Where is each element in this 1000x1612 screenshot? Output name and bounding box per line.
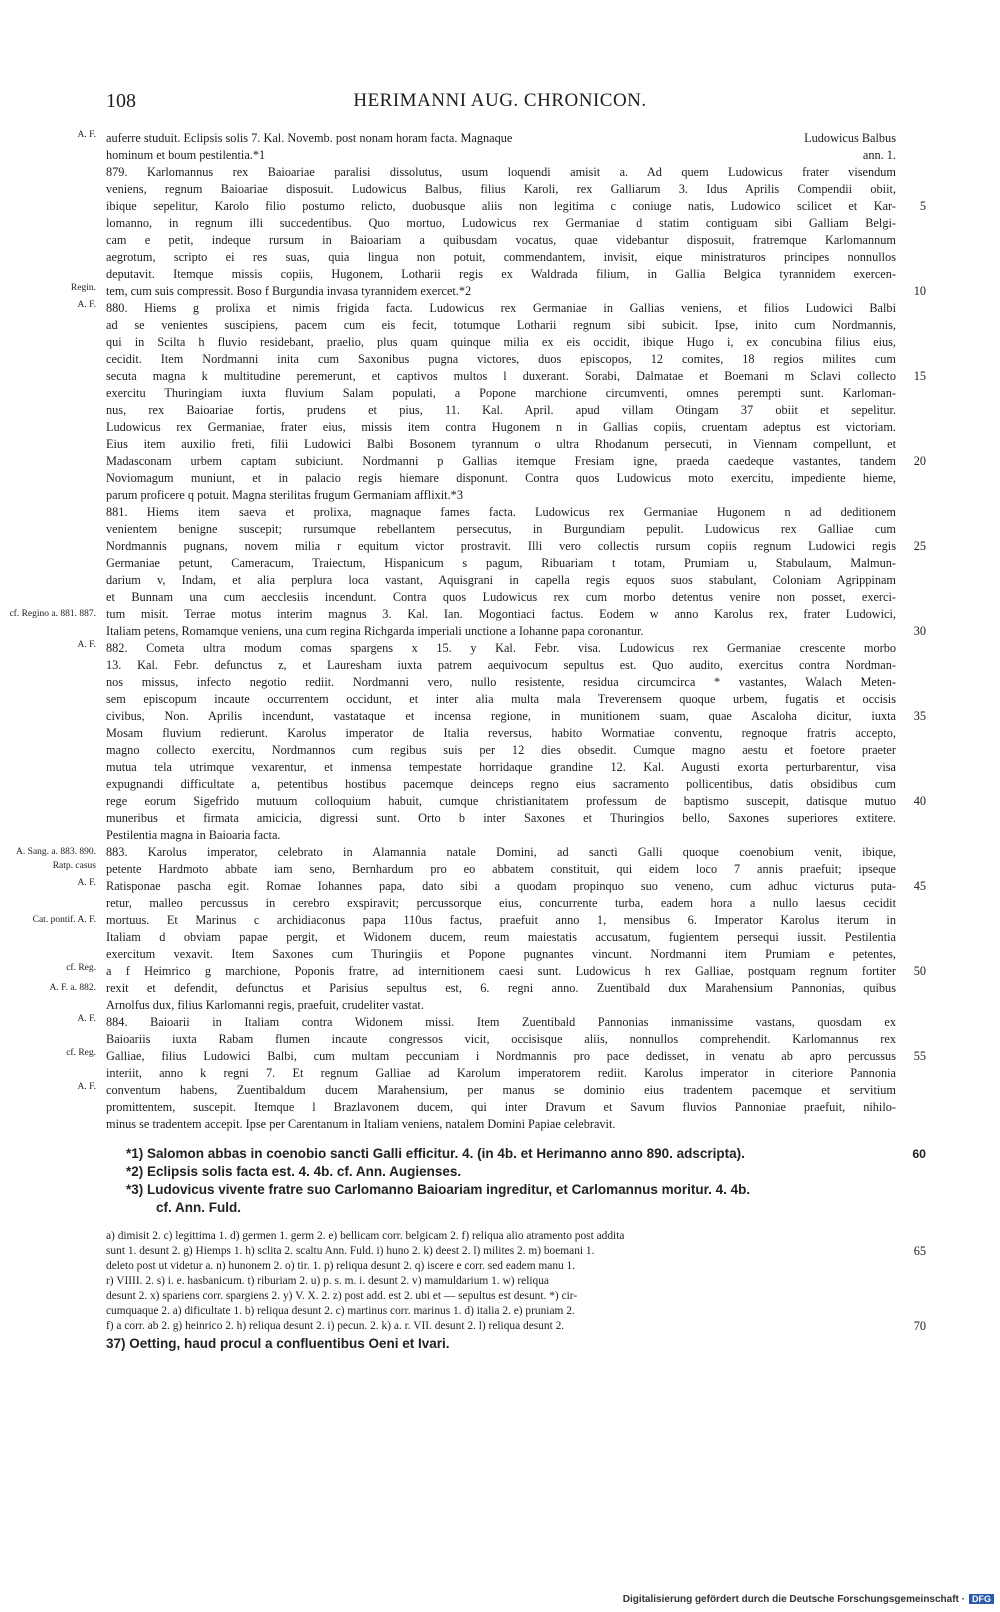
text-line [106, 997, 896, 1014]
text-line [49, 980, 896, 997]
text-line [106, 572, 896, 589]
margin-source-note: Ratp. casus [52, 861, 96, 871]
text-line [9, 606, 896, 623]
text-line [77, 640, 896, 657]
text-line [106, 929, 896, 946]
apparatus-line [106, 1244, 926, 1259]
margin-source-note: Regin. [70, 283, 96, 293]
text-line [77, 1082, 896, 1099]
text-line [106, 1065, 896, 1082]
text-line [66, 963, 926, 980]
line-text: petente Hardmoto abbate iam seno, Bernhardum pro eo abbatem constituit, qui eidem loco 7 annis praefuit; ipseque [106, 862, 896, 876]
text-line [106, 691, 896, 708]
text-line [106, 334, 896, 351]
line-number: 40 [913, 794, 926, 808]
text-line [106, 419, 896, 436]
margin-source-note: A. F. a. 882. [49, 983, 96, 993]
apparatus-line [106, 1259, 896, 1274]
text-line [106, 402, 896, 419]
line-number: 45 [913, 879, 926, 893]
line-text: 879. Karlomannus rex Baioariae paralisi dissolutus, usum loquendi amisit a. Ad quem Ludowicus frater visendum [106, 165, 896, 179]
footnote-line [106, 1199, 896, 1217]
text-line [106, 555, 896, 572]
text-line [106, 504, 896, 521]
footnote-text: cf. Ann. Fuld. [156, 1200, 241, 1215]
text-line [106, 742, 896, 759]
text-line [106, 351, 896, 368]
line-text: mutua tela utrimque vexarentur, et inmensa tempestate horridaque grandine 12. Kal. Augusti exorta perturbarentur, visa [106, 760, 896, 774]
line-text: 884. Baioarii in Italiam contra Widonem missi. Item Zuentibald Pannonias inmanissime vastans, quosdam ex [106, 1015, 896, 1029]
apparatus-text: r) VIIII. 2. s) i. e. hasbanicum. t) riburiam 2. u) p. s. m. i. desunt 2. v) mamuldarium 1. w) reliqua [106, 1275, 549, 1287]
text-line [106, 759, 896, 776]
line-number: 60 [912, 1147, 926, 1161]
apparatus-line [106, 1229, 896, 1244]
text-line [106, 793, 926, 810]
text-line [106, 436, 896, 453]
line-text: Baioariis iuxta Rabam flumen incaute congressos vicit, occisisque aliis, nonnullos comprehendit. Karlomannus rex [106, 1032, 896, 1046]
footnote-text: *1) Salomon abbas in coenobio sancti Galli efficitur. 4. (in 4b. et Herimanno anno 890. adscripta). [126, 1146, 745, 1161]
line-text: exercitum vexavit. Item Saxones cum Thuringiis et Popone pugnantes vincunt. Nordmanni item Prumiam e petentes, [106, 947, 896, 961]
text-line [106, 249, 896, 266]
text-line [106, 385, 896, 402]
line-text: Eius item auxilio freti, filii Ludowici Balbi Bosonem tyrannum o ultra Rhodanum persecuti, in Viennam compellunt, et [106, 437, 896, 451]
line-text: nus, rex Baioariae fortis, prudens et pius, 11. Kal. April. apud villam Otingam 37 obiit et sepelitur. [106, 403, 896, 417]
text-line [106, 1116, 896, 1133]
text-line [106, 487, 896, 504]
line-number: 35 [913, 709, 926, 723]
margin-source-note: cf. Reg. [66, 963, 96, 973]
line-text: parum proficere q potuit. Magna sterilitas frugum Germaniam afflixit.*3 [106, 488, 463, 502]
line-text: mortuus. Et Marinus c archidiaconus papa 110us factus, praefuit anno 1, mensibus 6. Imperator Karolus iterum in [106, 913, 896, 927]
line-text: Arnolfus dux, filius Karlomanni regis, praefuit, crudeliter vastat. [106, 998, 424, 1012]
line-text: secuta magna k multitudine peremerunt, et captivos multos l duxerant. Sorabi, Dalmatae et Boemani m Sclavi collecto [106, 369, 896, 383]
line-text: Germaniae petunt, Cameracum, Traiectum, Hispanicum s pagum, Ribuariam t totam, Prumiam u, Stabulaum, Malmun- [106, 556, 896, 570]
line-text: veniens, regnum Baioariae disposuit. Ludowicus Balbus, filius Karoli, rex Galliarum 3. Idus Aprilis Compendii obiit, [106, 182, 896, 196]
line-text: hominum et boum pestilentia.*1 [106, 148, 266, 162]
line-text: Ratisponae pascha egit. Romae Iohannes papa, dato sibi a quodam propinquo suo veneno, cum adhuc victurus puta- [106, 879, 896, 893]
line-text: 881. Hiems item saeva et prolixa, magnaque fames facta. Ludowicus rex Germaniae Hugonem n ad deditionem [106, 505, 896, 519]
line-text: expugnandi difficultate a, petentibus hostibus pacemque deinceps regno eius sacramento pollicentibus, datis obsidibus cum [106, 777, 896, 791]
spacer [106, 1133, 896, 1145]
margin-source-note: cf. Regino a. 881. 887. [9, 609, 96, 619]
line-text: Nordmannis pugnans, novem milia r equitum victor prostravit. Illi vero collectis rursum copiis regnum Ludowici regis [106, 539, 896, 553]
apparatus-line [106, 1319, 926, 1334]
line-text: sem episcopum incaute occurrentem occidunt, et inter alia multa mala Treverensem quoque urbem, fugatis et occisis [106, 692, 896, 706]
apparatus-text: desunt 2. x) spariens corr. spargiens 2. y) V. X. 2. z) post add. est 2. ubi et — sepultus est desunt. *) cir- [106, 1290, 578, 1302]
text-line [106, 368, 926, 385]
margin-source-note: A. Sang. a. 883. 890. [16, 847, 96, 857]
line-text: deputavit. Itemque missis copiis, Hugonem, Lotharii regis ex Waldrada filium, in Gallia Belgica tyrannidem exercen- [106, 267, 896, 281]
line-text: interiit, anno k regni 7. Et regnum Galliae ad Karolum imperatorem rediit. Karolus imperator in citeriore Pannonia [106, 1066, 896, 1080]
text-line [106, 725, 896, 742]
line-text: rexit et defendit, defunctus et Parisius sepultus est, 6. regni anno. Zuentibald dux Marahensium Pannonias, quibus [106, 981, 896, 995]
line-text: tum misit. Terrae motus interim magnus 3. Kal. Ian. Mogontiaci factus. Eodem w anno Karolus rex, frater Ludowici, [106, 607, 896, 621]
line-text: Madasconam urbem captam subiciunt. Nordmanni p Gallias itemque Fresiam igne, praeda caedeque vastantes, tandem [106, 454, 896, 468]
line-text: Ludowicus rex Germaniae, frater eius, missis item contra Hugonem n in Gallias copiis, cruentam adeptus est victoriam. [106, 420, 896, 434]
text-line [66, 1048, 926, 1065]
text-line [77, 878, 926, 895]
footnote-text: *3) Ludovicus vivente fratre suo Carlomanno Baioariam ingreditur, et Carlomannus moritur. 4. 4b. [126, 1182, 751, 1197]
text-line [106, 674, 896, 691]
line-text: cam e petit, indeque rursum in Baioariam a quibusdam vocatus, quae videbantur disposuit, fratremque Karlomannum [106, 233, 896, 247]
text-line [77, 130, 896, 147]
line-number: 25 [913, 539, 926, 553]
margin-source-note: Cat. pontif. A. F. [32, 915, 96, 925]
line-text: magno collecto exercitu, Nordmannos cum regibus suis per 12 dies obsedit. Cumque magno aestu et foetore praeter [106, 743, 896, 757]
line-text: ad se venientes suscipiens, pacem cum eis fecit, totumque Lotharii regnum sibi subicit. Ipse, inito cum Nordmannis, [106, 318, 896, 332]
text-line [106, 589, 896, 606]
text-line [106, 164, 896, 181]
text-line [106, 946, 896, 963]
text-line [106, 1031, 896, 1048]
page-header [0, 90, 1000, 122]
text-line [77, 300, 896, 317]
text-line [106, 470, 896, 487]
line-text: ibique sepelitur, Karolo filio postumo relicto, duobusque aliis non legitima c coniuge natis, Ludowico scilicet et Kar- [106, 199, 896, 213]
text-line [52, 861, 896, 878]
line-number: 55 [913, 1049, 926, 1063]
margin-source-note: A. F. [77, 1014, 96, 1024]
apparatus-text: cumquaque 2. a) dificultate 1. b) reliqua desunt 2. c) martinus corr. marinus 1. d) italia 2. e) pruniam 2. [106, 1305, 575, 1317]
text-line [106, 453, 926, 470]
apparatus-text: deleto post ut videtur a. n) hunonem 2. o) tir. 1. p) reliqua desunt 2. q) iscere e corr. sed eadem manu 1. [106, 1260, 576, 1272]
margin-heading: ann. 1. [862, 148, 896, 162]
footnote-line [106, 1163, 896, 1181]
line-text: nos missus, infecto negotio rediit. Nordmanni vero, nullo resistente, residua circumcirca * vastantes, Walach Meten- [106, 675, 896, 689]
line-text: auferre studuit. Eclipsis solis 7. Kal. Novemb. post nonam horam facta. Magnaque [106, 131, 513, 145]
line-text: Italiam d obviam papae pergit, et Widonem ducem, reum maiestatis accusatum, fugientem persequi iussit. Pestilentia [106, 930, 896, 944]
apparatus-text: f) a corr. ab 2. g) heinrico 2. h) reliqua desunt 2. i) pecun. 2. k) a. r. VII. desunt 2. l) reliqua desunt 2. [106, 1320, 565, 1332]
text-line [106, 198, 926, 215]
apparatus-line [106, 1304, 896, 1319]
text-line [106, 810, 896, 827]
apparatus-line [106, 1274, 896, 1289]
line-text: promittentem, suscepit. Itemque l Brazlavonem ducem, qui inter Dravum et Savum fluvios Pannoniae praefuit, nihilo- [106, 1100, 896, 1114]
text-line [106, 538, 926, 555]
text-line [106, 776, 896, 793]
margin-source-note: A. F. [77, 1082, 96, 1092]
funding-text: Digitalisierung gefördert durch die Deutsche Forschungsgemeinschaft · [622, 1594, 965, 1605]
line-text: exercitu Thuringiam iuxta fluvium Salam populati, a Popone marchione circumventi, omnes perempti sunt. Karloman- [106, 386, 896, 400]
line-text: Pestilentia magna in Baioaria facta. [106, 828, 281, 842]
text-line [106, 657, 896, 674]
line-text: Noviomagum muniunt, et in palacio regis hiemare disponunt. Contra quos Ludowicus moto exercitu, impediente hieme, [106, 471, 896, 485]
line-number: 50 [913, 964, 926, 978]
page-number: 108 [106, 90, 136, 112]
apparatus-text: sunt 1. desunt 2. g) Hiemps 1. h) sclita 2. scaltu Ann. Fuld. i) huno 2. k) deest 2. l) milites 2. m) boemani 1. [106, 1245, 595, 1257]
text-line [106, 266, 896, 283]
footnote-line [106, 1181, 896, 1199]
line-text: 13. Kal. Febr. defunctus z, et Lauresham iuxta patrem aequivocum sepultus est. Quo audito, exercitus contra Nordman- [106, 658, 896, 672]
footnote-text: *2) Eclipsis solis facta est. 4. 4b. cf. Ann. Augienses. [126, 1164, 462, 1179]
running-head: HERIMANNI AUG. CHRONICON. [353, 90, 647, 111]
margin-source-note: cf. Reg. [66, 1048, 96, 1058]
line-number: 15 [913, 369, 926, 383]
margin-source-note: A. F. [77, 878, 96, 888]
margin-source-note: A. F. [77, 640, 96, 650]
line-text: Galliae, filius Ludowici Balbi, cum multam peccuniam i Nordmannis pro pace dedisset, in venatu ab apro percussus [106, 1049, 896, 1063]
line-text: darium v, Indam, et alia perplura loca vastant, Aquisgrani in capella regis equos suos stabulant, Coloniam Agrippinam [106, 573, 896, 587]
line-text: civibus, Non. Aprilis incendunt, vastataque et incensa regione, in munitionem suam, quae Ascaloha dicitur, iuxta [106, 709, 896, 723]
line-text: aegrotum, scripto ei res suas, quia lingua non potuit, commendantem, invisit, eique ministraturos principes nonnullos [106, 250, 896, 264]
line-text: 880. Hiems g prolixa et nimis frigida facta. Ludowicus rex Germaniae in Gallias veniens, et filios Ludowici Balbi [106, 301, 896, 315]
text-line [106, 317, 896, 334]
text-line [106, 623, 926, 640]
text-line [106, 215, 896, 232]
text-line [106, 1099, 896, 1116]
text-line [106, 521, 896, 538]
line-text: venientem benigne suscepit; rursumque rebellantem persecutus, in Burgundiam pepulit. Ludowicus rex Galliae cum [106, 522, 896, 536]
apparatus-line [106, 1289, 896, 1304]
text-line [106, 232, 896, 249]
line-text: rege eorum Sigefrido mutuum colloquium habuit, cumque christianitatem professum de baptismo suscepit, datisque mutuo [106, 794, 896, 808]
line-number: 10 [913, 284, 926, 298]
funding-footer [623, 1594, 994, 1608]
line-text: cecidit. Item Nordmanni inita cum Saxonibus pugna victores, duos episcopos, 12 comites, 18 regios milites cum [106, 352, 896, 366]
line-text: muneribus et firmata amicicia, digressi sunt. Orto b inter Saxones et Thuringios bello, Saxones superiores extitere. [106, 811, 896, 825]
dfg-logo: DFG [969, 1594, 994, 1604]
text-line [32, 912, 896, 929]
line-number: 5 [919, 199, 926, 213]
line-text: et Bunnam una cum aecclesiis incendunt. Contra quos Ludowicus rex cum morbo detentus venire non posset, exerci- [106, 590, 896, 604]
line-text: lomanno, in regnum illi succedentibus. Quo mortuo, Ludowicus rex Germaniae d statim contiguam sibi Galliam Belgi- [106, 216, 896, 230]
line-number: 30 [913, 624, 926, 638]
text-line [106, 181, 896, 198]
margin-heading: Ludowicus Balbus [804, 131, 896, 145]
footnote-line [106, 1145, 926, 1163]
line-text: 882. Cometa ultra modum comas spargens x 15. y Kal. Febr. visa. Ludowicus rex Germaniae crescente morbo [106, 641, 896, 655]
margin-source-note: A. F. [77, 300, 96, 310]
text-line [106, 895, 896, 912]
line-text: minus se tradentem accepit. Ipse per Carentanum in Italiam veniens, natalem Domini Papiae celebravit. [106, 1117, 616, 1131]
text-line [106, 827, 896, 844]
apparatus-text: a) dimisit 2. c) legittima 1. d) germen 1. germ 2. e) bellicam corr. belgicam 2. f) reliqua alio atramento post addita [106, 1230, 625, 1242]
margin-source-note: A. F. [77, 130, 96, 140]
line-number: 70 [913, 1319, 926, 1333]
line-text: Italiam petens, Romamque veniens, una cum regina Richgarda imperiali unctione a Iohanne papa coronantur. [106, 624, 644, 638]
line-text: conventum habens, Zuentibaldum ducem Marahensium, per manus se dominio eius tradentem pacemque et servitium [106, 1083, 896, 1097]
text-line [77, 1014, 896, 1031]
text-line [106, 147, 896, 164]
line-text: tem, cum suis compressit. Boso f Burgundia invasa tyrannidem exercet.*2 [106, 284, 472, 298]
line-text: retur, malleo percussus in cerebro exspiravit; percussorque eius, concurrente turba, eadem hora a nullo laesus cecidit [106, 896, 896, 910]
line-text: a f Heimrico g marchione, Poponis fratre, ad internitionem caesi sunt. Ludowicus h rex Galliae, postquam regnum fortiter [106, 964, 896, 978]
spacer [106, 1217, 896, 1229]
line-number: 65 [913, 1244, 926, 1258]
line-number: 20 [913, 454, 926, 468]
text-line [106, 708, 926, 725]
line-text: 883. Karolus imperator, celebrato in Alamannia natale Domini, ad sancti Galli quoque coenobium venit, ibique, [106, 845, 896, 859]
chronicle-text [9, 130, 926, 1353]
text-line [70, 283, 926, 300]
line-text: qui in Scilta h fluvio residebant, praelio, plus quam quinque milia ex eis occidit, ibique Hugo i, ex concubina filius eius, [106, 335, 896, 349]
text-line [16, 844, 896, 861]
footnote-37: 37) Oetting, haud procul a confluentibus Oeni et Ivari. [106, 1336, 450, 1351]
line-text: Mosam fluvium redierunt. Karolus imperator de Italia reversus, habito Wormatiae conventu, regnoque fratris accepto, [106, 726, 896, 740]
